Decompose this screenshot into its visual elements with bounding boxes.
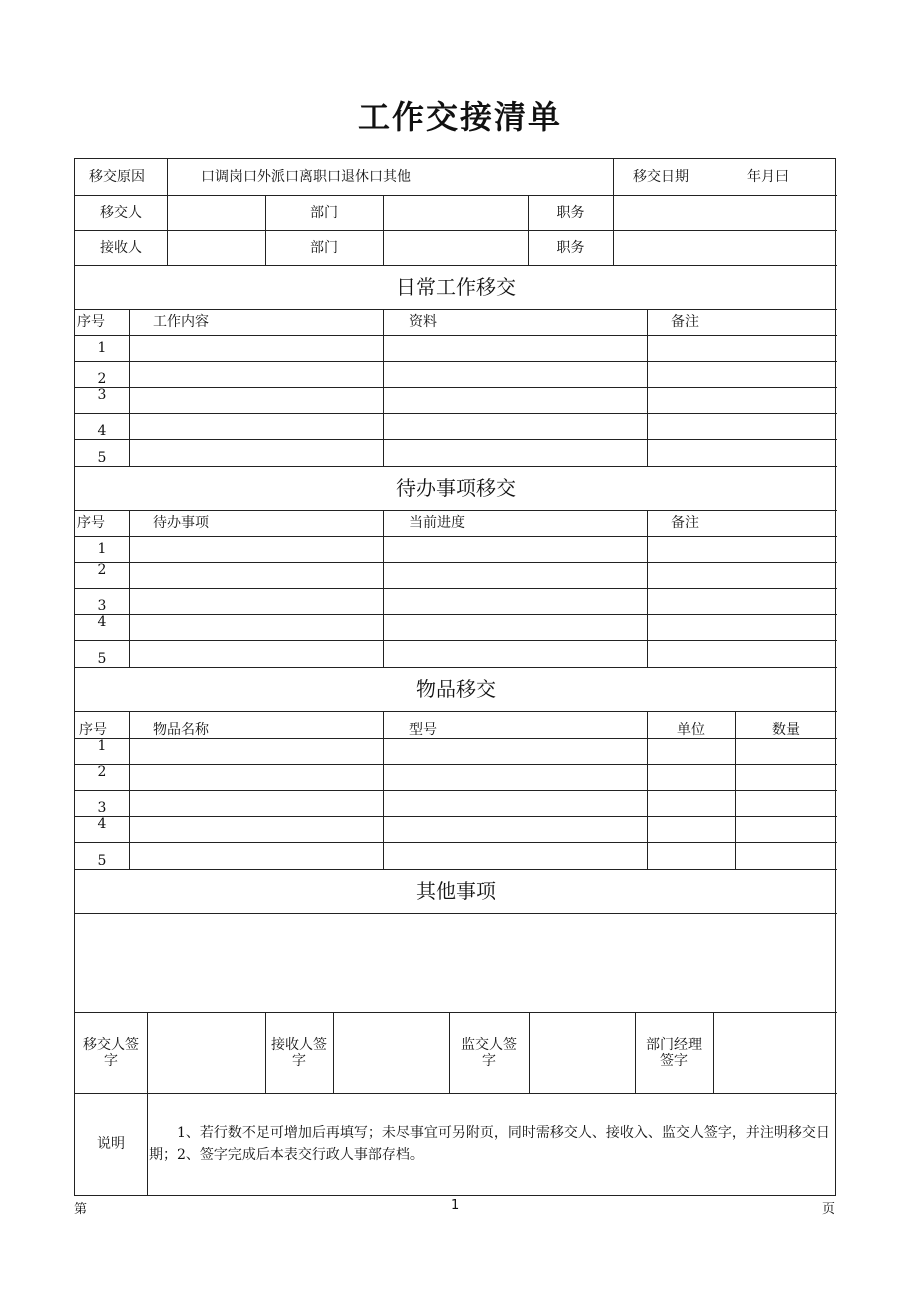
daily-header-materials: 资料 <box>409 314 437 330</box>
pending-row-5-no: 5 <box>97 651 107 667</box>
notes-label: 说明 <box>97 1136 125 1152</box>
items-row-5-no: 5 <box>97 853 107 869</box>
daily-row-1-no: 1 <box>97 340 107 356</box>
items-header-name: 物品名称 <box>153 722 209 738</box>
daily-row-2-no: 2 <box>97 371 107 387</box>
items-row-3-no: 3 <box>97 800 107 816</box>
receiver-signature-field[interactable] <box>333 1012 449 1093</box>
daily-row-3-no: 3 <box>97 387 107 403</box>
handover-dept-field[interactable] <box>383 195 528 230</box>
items-header-quantity: 数量 <box>772 722 800 738</box>
handover-signature-field[interactable] <box>147 1012 265 1093</box>
pending-section-title: 待办事项移交 <box>396 476 516 500</box>
handover-signature-label: 移交人签字 <box>83 1036 139 1069</box>
handover-person-label: 移交人 <box>100 204 142 221</box>
page-title: 工作交接清单 <box>357 98 562 136</box>
manager-signature-field[interactable] <box>713 1012 837 1093</box>
pending-row-2-no: 2 <box>97 562 107 578</box>
handover-dept-label: 部门 <box>310 204 338 221</box>
supervisor-signature-field[interactable] <box>529 1012 635 1093</box>
supervisor-signature-label: 监交人签字 <box>461 1036 517 1069</box>
receiver-label: 接收人 <box>100 239 142 256</box>
pending-row-1-no: 1 <box>97 541 107 557</box>
daily-section-title: 日常工作移交 <box>396 275 516 299</box>
reason-label: 移交原因 <box>89 169 145 185</box>
handover-position-label: 职务 <box>556 204 585 221</box>
pending-header-remarks: 备注 <box>671 515 699 531</box>
footer-left: 第 <box>74 1202 88 1217</box>
date-label: 移交日期 <box>633 169 689 185</box>
handover-position-field[interactable] <box>613 195 837 230</box>
items-row-2-no: 2 <box>97 764 107 780</box>
pending-header-progress: 当前进度 <box>409 515 465 531</box>
receiver-field[interactable] <box>167 230 265 265</box>
receiver-position-label: 职务 <box>556 239 585 256</box>
daily-header-content: 工作内容 <box>153 314 209 330</box>
receiver-position-field[interactable] <box>613 230 837 265</box>
daily-header-no: 序号 <box>77 314 105 330</box>
footer-right: 页 <box>822 1202 836 1217</box>
reason-options[interactable]: 口调岗口外派口离职口退休口其他 <box>201 169 411 185</box>
other-matters-field[interactable] <box>75 913 837 1012</box>
items-header-model: 型号 <box>409 722 437 738</box>
pending-row-3-no: 3 <box>97 598 107 614</box>
manager-signature-label: 部门经理签字 <box>646 1036 702 1069</box>
pending-row-4-no: 4 <box>97 614 107 630</box>
daily-header-remarks: 备注 <box>671 314 699 330</box>
footer-page-number: 1 <box>451 1198 460 1213</box>
items-row-1-no: 1 <box>97 738 107 754</box>
other-section-title: 其他事项 <box>416 879 496 903</box>
items-row-4-no: 4 <box>97 816 107 832</box>
items-section-title: 物品移交 <box>416 677 496 701</box>
notes-text: 1、若行数不足可增加后再填写；未尽事宜可另附页，同时需移交人、接收入、监交人签字，并注明移交日期；2、签字完成后本表交行政人事部存档。 <box>149 1125 830 1163</box>
receiver-signature-label: 接收人签字 <box>271 1036 327 1069</box>
daily-row-5-no: 5 <box>97 450 107 466</box>
items-header-unit: 单位 <box>677 722 705 738</box>
receiver-dept-label: 部门 <box>310 239 338 256</box>
daily-row-4-no: 4 <box>97 423 107 439</box>
pending-header-task: 待办事项 <box>153 515 209 531</box>
handover-person-field[interactable] <box>167 195 265 230</box>
date-value[interactable]: 年月曰 <box>747 169 789 185</box>
items-header-no: 序号 <box>79 722 107 738</box>
receiver-dept-field[interactable] <box>383 230 528 265</box>
pending-header-no: 序号 <box>77 515 105 531</box>
handover-form <box>74 158 836 1196</box>
